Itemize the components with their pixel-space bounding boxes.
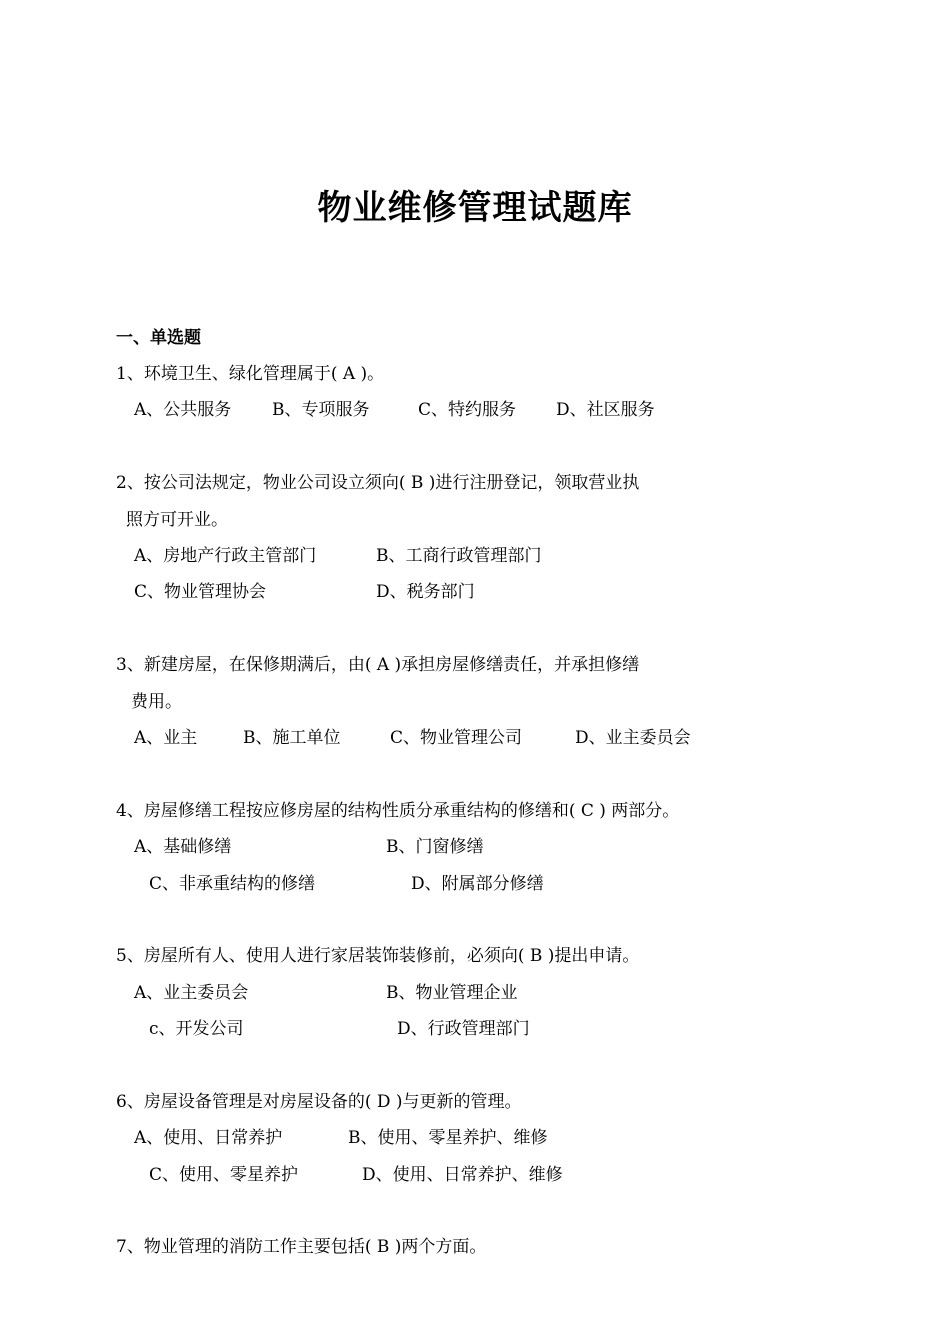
question-5-stem: 5、房屋所有人、使用人进行家居装饰装修前，必须向( B )提出申请。 bbox=[116, 946, 640, 966]
question-2-stem: 2、按公司法规定，物业公司设立须向( B )进行注册登记，领取营业执 bbox=[116, 473, 640, 493]
question-2-option-a: A、房地产行政主管部门 bbox=[134, 546, 317, 566]
question-3-option-b: B、施工单位 bbox=[243, 728, 341, 748]
question-3-option-c: C、物业管理公司 bbox=[390, 728, 523, 748]
question-5-option-c: c、开发公司 bbox=[149, 1019, 244, 1039]
question-6-option-c: C、使用、零星养护 bbox=[149, 1165, 299, 1185]
question-1-option-a: A、公共服务 bbox=[134, 400, 232, 420]
question-1-stem: 1、环境卫生、绿化管理属于( A )。 bbox=[116, 364, 385, 384]
question-2-option-d: D、税务部门 bbox=[376, 582, 475, 602]
question-7-stem: 7、物业管理的消防工作主要包括( B )两个方面。 bbox=[116, 1237, 487, 1257]
question-5-option-a: A、业主委员会 bbox=[134, 983, 249, 1003]
question-6-option-d: D、使用、日常养护、维修 bbox=[362, 1165, 563, 1185]
question-2-option-b: B、工商行政管理部门 bbox=[376, 546, 542, 566]
question-6-option-a: A、使用、日常养护 bbox=[134, 1128, 283, 1148]
question-3-stem: 3、新建房屋，在保修期满后，由( A )承担房屋修缮责任，并承担修缮 bbox=[116, 655, 640, 675]
question-1-option-c: C、特约服务 bbox=[418, 400, 517, 420]
question-3-option-d: D、业主委员会 bbox=[575, 728, 691, 748]
question-2-stem-continued: 照方可开业。 bbox=[126, 510, 228, 530]
question-1-option-d: D、社区服务 bbox=[556, 400, 655, 420]
section-heading-single-choice: 一、单选题 bbox=[116, 328, 201, 348]
question-4-option-b: B、门窗修缮 bbox=[386, 837, 484, 857]
question-2-option-c: C、物业管理协会 bbox=[134, 582, 267, 602]
question-6-option-b: B、使用、零星养护、维修 bbox=[348, 1128, 548, 1148]
document-title: 物业维修管理试题库 bbox=[317, 188, 633, 228]
question-4-stem: 4、房屋修缮工程按应修房屋的结构性质分承重结构的修缮和( C ) 两部分。 bbox=[116, 801, 680, 821]
question-6-stem: 6、房屋设备管理是对房屋设备的( D )与更新的管理。 bbox=[116, 1092, 522, 1112]
question-5-option-d: D、行政管理部门 bbox=[397, 1019, 530, 1039]
question-3-stem-continued: 费用。 bbox=[131, 692, 182, 712]
question-5-option-b: B、物业管理企业 bbox=[386, 983, 518, 1003]
question-3-option-a: A、业主 bbox=[134, 728, 198, 748]
question-1-option-b: B、专项服务 bbox=[272, 400, 370, 420]
question-4-option-d: D、附属部分修缮 bbox=[411, 874, 544, 894]
question-4-option-c: C、非承重结构的修缮 bbox=[149, 874, 316, 894]
question-4-option-a: A、基础修缮 bbox=[134, 837, 232, 857]
